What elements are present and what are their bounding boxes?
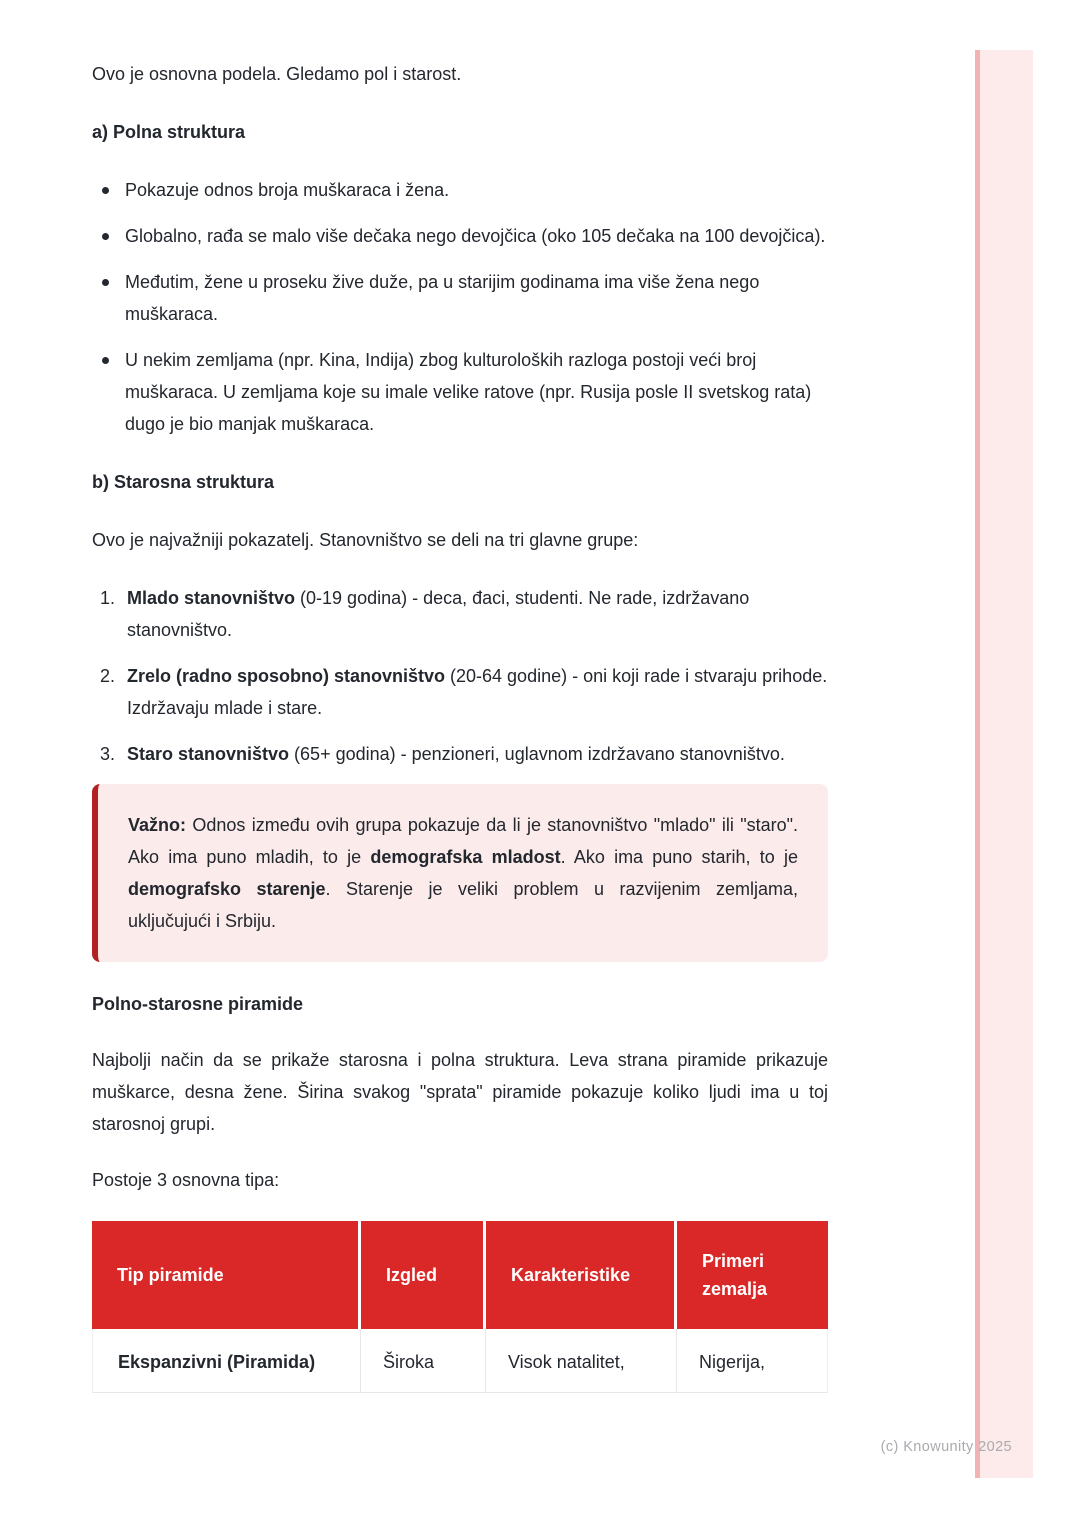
piramide-paragraph: Najbolji način da se prikaže starosna i polna struktura. Leva strana piramide prikazuje muškarce, desna žene. Širina svakog "sprata" piramide pokazuje koliko ljudi ima u toj starosnoj grupi. <box>92 1050 828 1134</box>
numbered-item: Zrelo (radno sposobno) stanovništvo (20-64 godine) - oni koji rade i stvaraju prihode. Izdržavaju mlade i stare. <box>127 666 828 718</box>
table-cell-karakteristike: Visok natalitet, <box>486 1329 677 1393</box>
intro-paragraph: Ovo je osnovna podela. Gledamo pol i starost. <box>92 64 462 84</box>
table-cell-izgled: Široka <box>361 1329 486 1393</box>
table-cell-primeri: Nigerija, <box>677 1329 828 1393</box>
polna-struktura-bullet-list <box>92 174 828 440</box>
piramide-lead-paragraph: Postoje 3 osnovna tipa: <box>92 1170 280 1190</box>
section-heading-starosna-struktura: b) Starosna struktura <box>92 472 275 492</box>
table-header-izgled: Izgled <box>361 1221 486 1329</box>
numbered-item: Mlado stanovništvo (0-19 godina) - deca, đaci, studenti. Ne rade, izdržavano stanovništvo. <box>127 588 750 640</box>
starosna-lead-paragraph: Ovo je najvažniji pokazatelj. Stanovništvo se deli na tri glavne grupe: <box>92 530 639 550</box>
bullet-item: Međutim, žene u proseku žive duže, pa u starijim godinama ima više žena nego muškaraca. <box>92 266 828 330</box>
pyramid-types-table <box>92 1221 828 1393</box>
table-header-karakteristike: Karakteristike <box>486 1221 677 1329</box>
numbered-item: Staro stanovništvo (65+ godina) - penzioneri, uglavnom izdržavano stanovništvo. <box>127 744 785 764</box>
table-cell-tip: Ekspanzivni (Piramida) <box>92 1329 361 1393</box>
table-header-row <box>92 1221 828 1329</box>
bullet-item: Globalno, rađa se malo više dečaka nego devojčica (oko 105 dečaka na 100 devojčica). <box>92 220 828 252</box>
table-row <box>92 1329 828 1393</box>
table-header-tip-piramide: Tip piramide <box>92 1221 361 1329</box>
document-content <box>92 0 828 1393</box>
starosna-numbered-list <box>92 582 828 770</box>
callout-text: Važno: Odnos između ovih grupa pokazuje da li je stanovništvo "mlado" ili "staro". Ako ima puno mladih, to je demografska mladost. Ako ima puno starih, to je demografsko starenje. Starenje je veliki problem u razvijenim zemljama, uključujući i Srbiju. <box>128 815 798 931</box>
bullet-item: U nekim zemljama (npr. Kina, Indija) zbog kulturoloških razloga postoji veći broj muškaraca. U zemljama koje su imale velike ratove (npr. Rusija posle II svetskog rata) dugo je bio manjak muškaraca. <box>92 344 828 440</box>
accent-bar <box>975 50 1033 1478</box>
important-callout <box>92 784 828 962</box>
section-heading-piramide: Polno-starosne piramide <box>92 994 304 1014</box>
bullet-item: Pokazuje odnos broja muškaraca i žena. <box>92 174 828 206</box>
knowunity-watermark: (c) Knowunity 2025 <box>880 1439 1012 1455</box>
table-header-primeri-zemalja: Primeri zemalja <box>677 1221 828 1329</box>
section-heading-polna-struktura: a) Polna struktura <box>92 122 246 142</box>
